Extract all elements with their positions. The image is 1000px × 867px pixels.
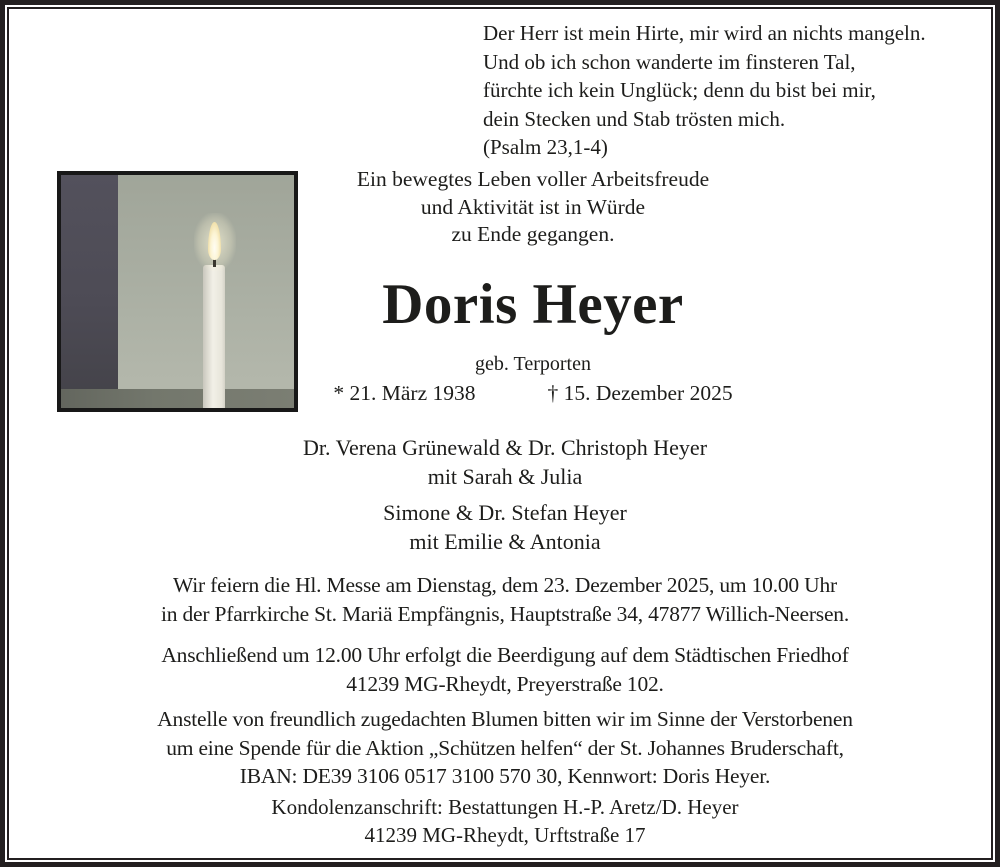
death-date: † 15. Dezember 2025: [547, 381, 733, 405]
service-line: in der Pfarrkirche St. Mariä Empfängnis, Hauptstraße 34, 47877 Willich-Neersen.: [160, 601, 850, 626]
burial-line: Anschließend um 12.00 Uhr erfolgt die Beerdigung auf dem Städtischen Friedhof: [161, 643, 849, 667]
maiden-name: geb. Terporten: [475, 353, 591, 375]
psalm-reference: (Psalm 23,1-4): [483, 135, 608, 159]
burial-info: [25, 641, 985, 698]
motto-line: und Aktivität ist in Würde: [420, 194, 646, 219]
condolence-address: [25, 793, 985, 849]
burial-line: 41239 MG-Rheydt, Preyerstraße 102.: [346, 671, 664, 696]
mourners-group-2: [25, 499, 985, 556]
psalm-line: dein Stecken und Stab trösten mich.: [483, 106, 786, 131]
condolence-line: 41239 MG-Rheydt, Urftstraße 17: [364, 823, 646, 847]
motto-line: zu Ende gegangen.: [451, 222, 615, 246]
condolence-line: Kondolenzanschrift: Bestattungen H.-P. Aretz/D. Heyer: [271, 795, 739, 819]
birth-date: * 21. März 1938: [333, 381, 476, 405]
mourner-line: Dr. Verena Grünewald & Dr. Christoph Heyer: [302, 435, 708, 460]
donation-request: [25, 705, 985, 791]
psalm-line: Und ob ich schon wanderte im finsteren Tal,: [483, 49, 856, 74]
psalm-quote: [483, 19, 926, 162]
psalm-line: fürchte ich kein Unglück; denn du bist bei mir,: [483, 78, 876, 102]
donation-iban-line: IBAN: DE39 3106 0517 3100 570 30, Kennwort: Doris Heyer.: [239, 764, 771, 788]
life-dates: [71, 379, 995, 407]
service-line: Wir feiern die Hl. Messe am Dienstag, dem 23. Dezember 2025, um 10.00 Uhr: [173, 573, 837, 597]
donation-line: Anstelle von freundlich zugedachten Blumen bitten wir im Sinne der Verstorbenen: [157, 707, 853, 731]
life-motto: [71, 166, 995, 249]
psalm-line: Der Herr ist mein Hirte, mir wird an nichts mangeln.: [483, 21, 926, 45]
donation-line: um eine Spende für die Aktion „Schützen helfen“ der St. Johannes Bruderschaft,: [166, 735, 844, 760]
mourner-line: Simone & Dr. Stefan Heyer: [383, 500, 627, 525]
mourner-line: mit Sarah & Julia: [427, 463, 583, 489]
motto-line: Ein bewegtes Leben voller Arbeitsfreude: [356, 167, 710, 191]
deceased-name: Doris Heyer: [382, 273, 684, 336]
funeral-mass-info: [25, 571, 985, 628]
mourner-line: mit Emilie & Antonia: [409, 528, 601, 554]
mourners-group-1: [25, 434, 985, 491]
